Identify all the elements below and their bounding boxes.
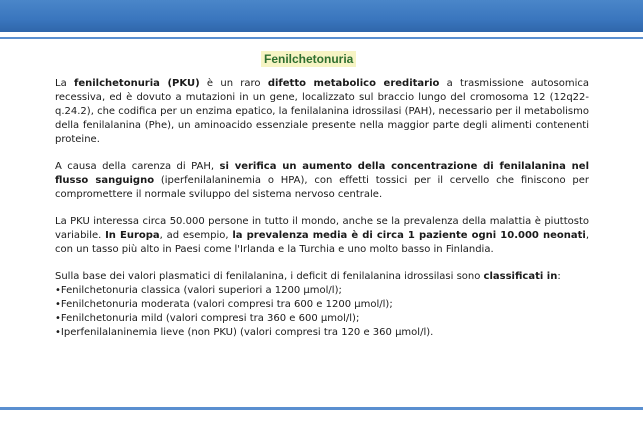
document-body bbox=[55, 77, 589, 340]
text-segment: La PKU interessa circa 50.000 persone in tutto il mondo, anche se la prevalenza della malattia è piuttosto variabile. bbox=[55, 216, 589, 241]
classification-item-moderate: •Fenilchetonuria moderata (valori compresi tra 600 e 1200 µmol/l); bbox=[55, 299, 393, 310]
paragraph-prevalence bbox=[55, 215, 589, 257]
bold-phrase-prevalence: la prevalenza media è di circa 1 paziente ogni 10.000 neonati bbox=[232, 230, 586, 241]
paragraph-cause bbox=[55, 160, 589, 202]
classification-intro bbox=[55, 270, 589, 284]
header-divider bbox=[0, 37, 643, 39]
text-segment: , ad esempio, bbox=[159, 230, 233, 241]
text-segment: , con un tasso più alto in Paesi come l'Irlanda e la Turchia e uno molto basso in Finlandia. bbox=[55, 230, 590, 255]
page-title: Fenilchetonuria bbox=[261, 51, 356, 67]
text-segment: Sulla base dei valori plasmatici di fenilalanina, i deficit di fenilalanina idrossilasi sono bbox=[55, 271, 484, 282]
bold-term-pku: fenilchetonuria (PKU) bbox=[73, 78, 200, 89]
text-segment: è un raro bbox=[199, 78, 268, 89]
classification-item-mild: •Fenilchetonuria mild (valori compresi tra 360 e 600 µmol/l); bbox=[55, 313, 360, 324]
text-segment: : bbox=[557, 271, 561, 282]
bold-term-classified: classificati in bbox=[483, 271, 558, 282]
paragraph-definition bbox=[55, 77, 589, 147]
classification-item-classic: •Fenilchetonuria classica (valori superiori a 1200 µmol/l); bbox=[55, 285, 342, 296]
text-segment: a trasmissione autosomica recessiva, ed è dovuto a mutazioni in un gene, localizzato sul braccio lungo del cromosoma 12 (12q22-q.24.2), che codifica per un enzima epatico, la fenilalanina idrossilasi (PAH), necessario per il metabolismo della fenilalanina (Phe), un aminoacido essenziale presente nella maggior parte degli alimenti contenenti proteine. bbox=[55, 78, 590, 145]
text-segment: A causa della carenza di PAH, bbox=[55, 161, 220, 172]
bold-term-europe: In Europa bbox=[105, 230, 160, 241]
bold-phrase-concentration: si verifica un aumento della concentrazione di fenilalanina nel flusso sanguigno bbox=[55, 161, 590, 186]
bold-term-metabolic-defect: difetto metabolico ereditario bbox=[267, 78, 440, 89]
classification-item-hpa: •Iperfenilalaninemia lieve (non PKU) (valori compresi tra 120 e 360 µmol/l). bbox=[55, 327, 434, 338]
header-band bbox=[0, 0, 643, 32]
text-segment: La bbox=[55, 78, 74, 89]
text-segment: (iperfenilalaninemia o HPA), con effetti tossici per il cervello che finiscono per compromettere il normale sviluppo del sistema nervoso centrale. bbox=[55, 175, 589, 200]
paragraph-classification bbox=[55, 270, 589, 340]
footer-divider bbox=[0, 407, 643, 410]
